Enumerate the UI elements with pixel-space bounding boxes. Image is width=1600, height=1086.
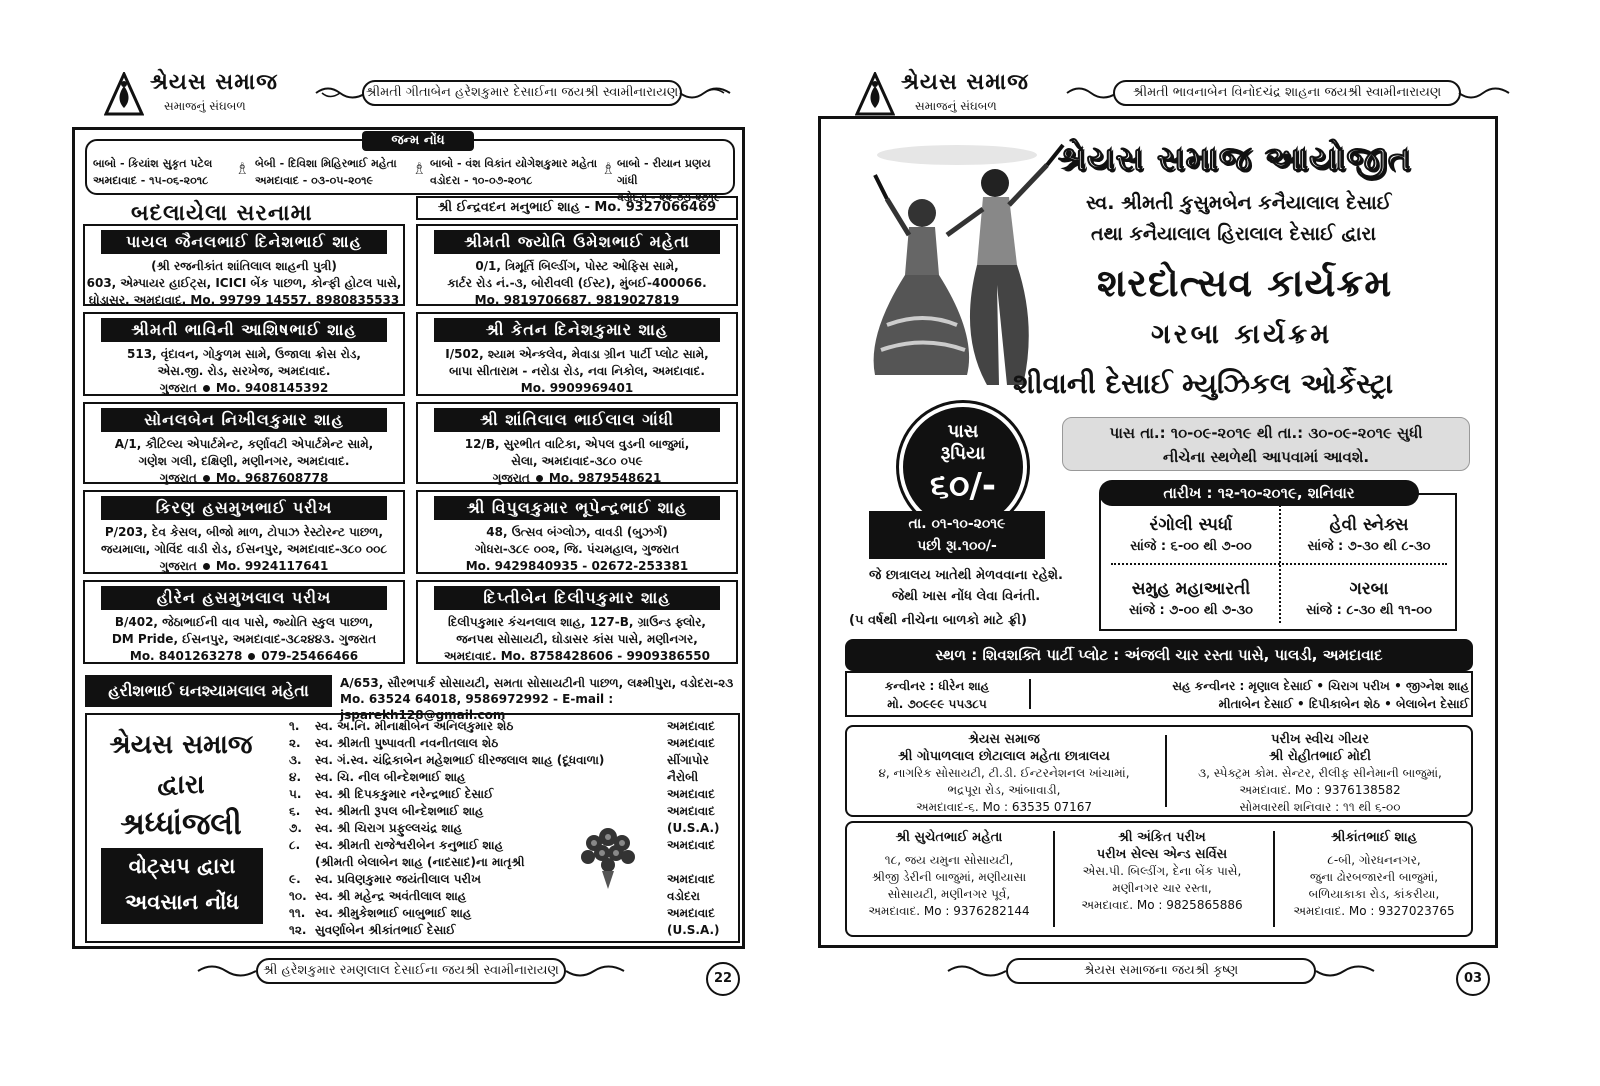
schedule-item	[1281, 577, 1457, 621]
address-name: હીરેન હસમુખલાલ પરીખ	[101, 586, 387, 610]
birth-detail: વડોદરા - ૧૦-૦૭-૨૦૧૮	[430, 174, 533, 187]
tribute-number: ૬.	[289, 804, 301, 818]
logo-title: શ્રેયસ સમાજ	[901, 70, 1029, 95]
address-phone: Mo. 9408145392	[215, 381, 329, 395]
tribute-city: અમદાવાદ	[667, 804, 715, 818]
harish-name: હરીશભાઈ ઘનશ્યામલાલ મહેતા	[85, 675, 332, 707]
footer-flourish-left-icon	[196, 962, 258, 980]
address-name: શ્રી કેતન દિનેશકુમાર શાહ	[434, 318, 720, 342]
sponsor-line: સોસાયટી, મણીનગર પૂર્વ,	[887, 887, 1011, 901]
address-line: Mo. 9819706687, 9819027819	[474, 293, 680, 307]
right-page	[810, 0, 1600, 1086]
logo-title: શ્રેયસ સમાજ	[150, 70, 278, 95]
sponsor-heading: શ્રી અંકિત પરીખ	[1118, 830, 1206, 845]
sponsor-heading: શ્રીકાંતભાઈ શાહ	[1331, 830, 1417, 845]
address-line	[418, 470, 736, 487]
late-fee-box	[869, 511, 1045, 559]
address-line: ગોધરા-૩૮૯ ૦૦૨, જિ. પંચમહાલ, ગુજરાત	[474, 542, 680, 556]
sponsor-line: સ્વ. શ્રીમતી કુસુમબેન કનૈયાલાલ દેસાઈ	[1086, 192, 1392, 214]
tribute-number: ૧૧.	[289, 906, 306, 920]
tribute-number: ૨.	[289, 736, 301, 750]
address-name: સોનલબેન નિખીલકુમાર શાહ	[101, 408, 387, 432]
pass-currency: રૂપિયા	[940, 443, 986, 464]
pass-price: ૬૦/-	[929, 466, 997, 506]
address-line: B/402, જેઠાભાઈની વાવ પાસે, જ્યોતિ સ્કુલ પાછળ,	[114, 615, 374, 629]
bullet-icon	[248, 653, 255, 660]
hostel-note-line: જે છાત્રાલય ખાતેથી મેળવવાના રહેશે.	[869, 568, 1063, 583]
tribute-heading-line: દ્વારા	[157, 770, 205, 800]
left-content-box	[72, 127, 745, 949]
tribute-number: ૧૨.	[289, 923, 307, 937]
address-line: દિલીપકુમાર કંચનલાલ શાહ, 127-B, ગ્રાઉન્ડ ફ્લોર,	[448, 615, 706, 629]
birth-name: બાબો - વંશ વિકાંત યોગેશકુમાર મહેતા	[430, 157, 598, 170]
tribute-city: અમદાવાદ	[667, 787, 715, 801]
tribute-number: ૮.	[289, 838, 301, 852]
birth-detail: અમદાવાદ - ૧૫-૦૬-૨૦૧૮	[93, 174, 209, 187]
address-state: ગુજરાત	[159, 381, 197, 395]
sponsor-line: સોમવારથી શનિવાર : ૧૧ થી ૬-૦૦	[1239, 800, 1401, 814]
changed-address-title: બદલાયેલા સરનામા	[131, 201, 313, 226]
left-logo	[104, 68, 314, 120]
tribute-number: ૧૦.	[289, 889, 307, 903]
co-conveners	[1059, 677, 1469, 713]
schedule-title: ગરબા	[1349, 579, 1389, 599]
address-line: P/203, દેવ કેસલ, બીજો માળ, ટોપાઝ રેસ્ટોરન્ટ પાછળ,	[104, 525, 384, 539]
hostel-note	[831, 565, 1101, 607]
address-card	[416, 224, 738, 306]
tribute-city: અમદાવાદ	[667, 736, 715, 750]
tribute-city: અમદાવાદ	[667, 872, 715, 886]
tribute-city: (U.S.A.)	[667, 923, 720, 937]
address-state: ગુજરાત	[159, 471, 197, 485]
address-line	[85, 558, 403, 575]
tribute-row	[289, 769, 734, 786]
sponsor-line: ૮-બી, ગોરધનનગર,	[1327, 853, 1421, 867]
address-name: શ્રી શાંતિલાલ ભાઈલાલ ગાંધી	[434, 408, 720, 432]
event-poster	[818, 116, 1498, 948]
pass-period: પાસ તા.: ૧૦-૦૯-૨૦૧૯ થી તા.: ૩૦-૦૯-૨૦૧૯ સુધી	[1109, 424, 1423, 442]
child-note: (૫ વર્ષથી નીચેના બાળકો માટે ફ્રી)	[849, 613, 1027, 628]
birth-item	[430, 155, 597, 189]
tribute-name: સ્વ. શ્રી મહેન્દ્ર અવંતીલાલ શાહ	[315, 889, 467, 903]
garba-title: ગરબા કાર્યક્રમ	[1151, 319, 1333, 350]
tribute-name: સ્વ. શ્રીમતી રાજેશ્વરીબેન કનુભાઈ શાહ	[315, 838, 504, 852]
tribute-number: ૯.	[289, 872, 301, 886]
divider	[1165, 735, 1167, 807]
address-card	[416, 490, 738, 574]
sponsor-block	[1057, 829, 1267, 914]
sponsor-line: ભદ્રપૂરા રોડ, આંબાવાડી,	[947, 783, 1061, 797]
baby-icon: ♗	[235, 159, 250, 178]
co-conveners-line: મીતાબેન દેસાઈ • દિપીકાબેન શેઠ • બેલાબેન દેસાઈ	[1218, 697, 1469, 711]
tribute-name: સુવર્ણાબેન શ્રીકાંતભાઈ દેસાઈ	[315, 923, 456, 937]
tribute-heading	[101, 725, 261, 845]
tribute-number: ૫.	[289, 787, 302, 801]
footer-flourish-left-icon	[946, 962, 1008, 980]
tribute-city: અમદાવાદ	[667, 838, 715, 852]
bullet-icon	[536, 475, 543, 482]
sponsor-line: એસ.પી. બિલ્ડીંગ, દેના બેંક પાસે,	[1082, 864, 1242, 878]
whatsapp-line: અવસાન નોંધ	[125, 890, 239, 914]
sponsor-heading: શ્રેયસ સમાજ	[968, 732, 1040, 747]
address-phone: Mo. 9687608778	[215, 471, 329, 485]
schedule-item	[1281, 513, 1457, 557]
address-card	[416, 402, 738, 484]
whatsapp-notice	[101, 848, 263, 924]
address-name: શ્રીમતી ભાવિની આશિષભાઈ શાહ	[101, 318, 387, 342]
tribute-row	[289, 888, 734, 905]
announcement: શ્રી ઈન્દ્રવદન મનુભાઈ શાહ - Mo. 9327066469	[416, 196, 738, 220]
footer-flourish-right-icon	[564, 962, 626, 980]
birth-notices	[85, 133, 735, 204]
tribute-row	[289, 803, 734, 820]
address-name: દિપ્તીબેન દિલીપકુમાર શાહ	[434, 586, 720, 610]
schedule-item	[1103, 577, 1279, 621]
bullet-icon	[203, 563, 210, 570]
late-fee-date: તા. ૦૧-૧૦-૨૦૧૯	[908, 516, 1006, 532]
address-line: અમદાવાદ. Mo. 8758428606 - 9909386550	[444, 649, 710, 663]
sponsor-block	[851, 731, 1157, 816]
address-card	[83, 312, 405, 396]
tribute-row	[289, 718, 734, 735]
sponsor-line: ૩, સ્પેક્ટ્રમ કોમ. સેન્ટર, રીલીફ સીનેમાની બાજુમાં,	[1198, 766, 1442, 780]
tribute-city: (U.S.A.)	[667, 821, 720, 835]
tribute-name: સ્વ. શ્રી દિપકકુમાર નરેન્દ્રભાઈ દેસાઈ	[315, 787, 494, 801]
whatsapp-line: વોટ્સપ દ્વારા	[128, 854, 236, 878]
tribute-name: સ્વ. શ્રીમતી પુષ્પાવતી નવનીતલાલ શેઠ	[315, 736, 499, 750]
flourish-right-icon	[1457, 84, 1511, 102]
sponsor-block	[849, 829, 1049, 920]
harish-contact-line: Mo. 63524 64018, 9586972992 - E-mail : jsparekh128@gmail.com	[340, 692, 614, 722]
address-line: 12/B, સુરભીત વાટિકા, એપલ વુડની બાજુમાં,	[464, 437, 690, 451]
address-line	[85, 380, 403, 397]
shreyas-logo-icon	[104, 72, 144, 116]
right-logo	[855, 68, 1065, 120]
left-footer: શ્રી હરેશકુમાર રમણલાલ દેસાઈના જયશ્રી સ્વામીનારાયણ	[256, 958, 566, 984]
schedule-time: સાંજે : ૮-૩૦ થી ૧૧-૦૦	[1306, 603, 1432, 618]
address-name: કિરણ હસમુખભાઈ પરીખ	[101, 496, 387, 520]
sponsors-top	[845, 725, 1473, 817]
address-card	[83, 224, 405, 306]
address-card	[83, 402, 405, 484]
tribute-row	[289, 905, 734, 922]
schedule-divider	[1111, 563, 1447, 565]
tribute-number: ૧.	[289, 719, 300, 733]
schedule-title: સમુહ મહાઆરતી	[1131, 579, 1251, 599]
tribute-row	[289, 752, 734, 769]
birth-detail: અમદાવાદ - ૦૩-૦૫-૨૦૧૯	[255, 174, 374, 187]
schedule-time: સાંજે : ૬-૦૦ થી ૭-૦૦	[1130, 539, 1252, 554]
orchestra-name: શીવાની દેસાઈ મ્યુઝિકલ ઓર્કેસ્ટ્રા	[1013, 367, 1394, 400]
conveners-box	[845, 671, 1473, 717]
left-header	[104, 68, 744, 120]
tribute-section	[85, 713, 740, 943]
event-title: શરદોત્સવ કાર્યક્રમ	[1097, 261, 1393, 305]
address-line: બાપા સીતારામ - નરોડા રોડ, નવા નિકોલ, અમદાવાદ.	[449, 364, 705, 378]
right-header	[855, 68, 1535, 120]
birth-name: બાબો - રીયાન પ્રણય ગાંધી	[617, 157, 711, 187]
birth-detail: વડોદરા - ૨૨-૦૩-૨૦૧૯	[617, 191, 721, 204]
sponsor-line: અમદાવાદ. Mo : 9327023765	[1293, 904, 1455, 918]
sponsor-line: અમદાવાદ-૬. Mo : 63535 07167	[915, 800, 1093, 814]
page-number: 22	[706, 962, 740, 996]
tribute-heading-line: શ્રેયસ સમાજ	[109, 730, 253, 760]
tribute-name: સ્વ. ચિ. નીલ બીન્દેશભાઈ શાહ	[315, 770, 466, 784]
address-phone: Mo. 9879548621	[548, 471, 662, 485]
tribute-row	[289, 922, 734, 939]
tribute-city: નૈરોબી	[667, 770, 699, 784]
address-card	[416, 580, 738, 664]
tribute-name: સ્વ. શ્રીમતી રૂપલ બીન્દેશભાઈ શાહ	[315, 804, 484, 818]
sponsor-line: શ્રીજી ડેરીની બાજુમાં, મણીયાસા	[871, 870, 1027, 884]
address-line: સેલા, અમદાવાદ-૩૮૦ ૦૫૯	[511, 454, 643, 468]
harish-address-line: A/653, સૌરભપાર્ક સોસાયટી, સમતા સોસાયટીની પાછળ, લક્ષ્મીપુરા, વડોદરા-૨૩	[340, 676, 734, 690]
pass-label: પાસ	[947, 421, 979, 442]
birth-name: બાબો - કિયાંશ સુકૃત પટેલ	[93, 157, 213, 170]
late-fee-price: પછી રૂા.૧૦૦/-	[917, 538, 997, 554]
divider	[1053, 831, 1055, 927]
tribute-city: વડોદરા	[667, 889, 700, 903]
address-line: 513, વૃંદાવન, ગોકુળમ સામે, ઉજાલા ક્રોસ રોડ,	[127, 347, 361, 361]
footer-flourish-right-icon	[1314, 962, 1376, 980]
hostel-note-line: જેથી ખાસ નોંધ લેવા વિનંતી.	[891, 589, 1041, 604]
tribute-name: સ્વ. પ્રવિણકુમાર જયંતીલાલ પરીખ	[315, 872, 481, 886]
address-line: 603, એમ્પાયર હાઈટ્સ, ICICI બેંક પાછળ, કોન્ફી હોટલ પાસે,	[86, 276, 402, 290]
schedule-time: સાંજે : ૭-૦૦ થી ૭-૩૦	[1128, 603, 1253, 618]
tribute-row	[289, 786, 734, 803]
address-phone: Mo. 8401263278	[129, 649, 243, 663]
tribute-list	[289, 718, 734, 939]
schedule-title: રંગોલી સ્પર્ધા	[1149, 515, 1233, 535]
tribute-name: સ્વ. અ.નિ. મીનાક્ષીબેન અનિલકુમાર શેઠ	[315, 719, 514, 733]
birth-name: બેબી - દિવિશા મિહિરભાઈ મહેતા	[255, 157, 397, 170]
address-card	[83, 490, 405, 574]
sponsor-line: અમદાવાદ. Mo : 9376282144	[868, 904, 1030, 918]
birth-item	[255, 155, 397, 189]
address-phone: Mo. 9924117641	[215, 559, 329, 573]
address-line	[85, 648, 403, 665]
divider	[1273, 831, 1275, 927]
address-name: શ્રી વિપુલકુમાર ભૂપેન્દ્રભાઈ શાહ	[434, 496, 720, 520]
tribute-name: સ્વ. શ્રીમુકેશભાઈ બાબુભાઈ શાહ	[315, 906, 472, 920]
address-line: A/1, કૌટિલ્ય એપાર્ટમેન્ટ, કર્ણાવટી એપાર્ટમેન્ટ સામે,	[114, 437, 374, 451]
left-page	[0, 0, 790, 1086]
header-banner: શ્રીમતી ગીતાબેન હરેશકુમાર દેસાઈના જયશ્રી સ્વામીનારાયણ	[362, 80, 682, 106]
address-card	[83, 580, 405, 664]
bullet-icon	[203, 475, 210, 482]
tribute-city: અમદાવાદ	[667, 719, 715, 733]
schedule-title: હેવી સ્નેક્સ	[1329, 515, 1409, 535]
tribute-number: ૪.	[289, 770, 301, 784]
sponsor-line: બળિયાકાકા રોડ, કાંકરીયા,	[1308, 887, 1440, 901]
address-line: ગણેશ ગલી, દક્ષિણી, મણીનગર, અમદાવાદ.	[138, 454, 350, 468]
tribute-city: અમદાવાદ	[667, 906, 715, 920]
address-line: કાર્ટર રોડ નં.-૩, બોરીવલી (ઈસ્ટ), મુંબઈ-400066.	[447, 276, 707, 290]
sponsor-name: શ્રી ગોપાળલાલ છોટાલાલ મહેતા છાત્રાલય	[898, 749, 1110, 764]
sponsor-block	[1171, 731, 1469, 816]
sponsors-bottom	[845, 821, 1473, 937]
address-line: 0/1, ત્રિમૂર્તિ બિલ્ડીંગ, પોસ્ટ ઓફિસ સામે,	[475, 259, 679, 273]
sponsor-block	[1277, 829, 1471, 920]
flower-bouquet-icon	[574, 827, 642, 891]
sponsor-line: ૧૮, જય યમુના સોસાયટી,	[884, 853, 1014, 867]
address-line: Mo. 9909969401	[520, 381, 634, 395]
schedule-box	[1099, 493, 1457, 631]
convener-name: કન્વીનર : ધીરેન શાહ	[884, 679, 990, 693]
logo-subtitle: સમાજનું સંઘબળ	[915, 99, 997, 113]
tribute-row	[289, 871, 734, 888]
tribute-row	[289, 837, 734, 854]
divider	[1029, 679, 1031, 709]
address-line: (શ્રી રજનીકાંત શાંતિલાલ શાહની પુત્રી)	[151, 259, 337, 273]
sponsor-line: ૪, નાગરિક સોસાયટી, ટી.ડી. ઈન્ટરનેશનલ ખાંચામાં,	[878, 766, 1130, 780]
tribute-name: (શ્રીમતી બેલાબેન શાહ (નાદસાદ)ના માતૃશ્રી	[315, 855, 525, 869]
tribute-name: સ્વ. ગં.સ્વ. ચંદ્રિકાબેન મહેશભાઈ ધીરજલાલ શાહ (દૂધવાળા)	[315, 753, 605, 767]
sponsor-line: અમદાવાદ. Mo : 9376138582	[1239, 783, 1401, 797]
address-line: 48, ઉત્સવ બંગ્લોઝ, વાવડી (બુઝર્ગ)	[486, 525, 668, 539]
address-line: DM Pride, ઈસનપુર, અમદાવાદ-૩૮૨૪૪૩. ગુજરાત	[111, 632, 377, 646]
birth-item	[93, 155, 212, 189]
tribute-number: ૩.	[289, 753, 302, 767]
address-state: ગુજરાત	[492, 471, 530, 485]
address-line: જયમાલા, ગોવિંદ વાડી રોડ, ઈસનપુર, અમદાવાદ-૩૮૦ ૦૦૮	[101, 542, 387, 556]
pass-period-box	[1062, 417, 1470, 471]
address-card	[416, 312, 738, 396]
event-date: તારીખ : ૧૨-૧૦-૨૦૧૯, શનિવાર	[1099, 480, 1419, 506]
convener	[857, 677, 1017, 713]
baby-icon: ♗	[601, 159, 616, 178]
sponsor-heading: શ્રી સુચેતભાઈ મહેતા	[895, 830, 1003, 845]
sponsor-line: જુના ઢોરબજારની બાજુમાં,	[1309, 870, 1439, 884]
tribute-row	[289, 735, 734, 752]
flourish-left-icon	[314, 84, 368, 102]
sponsor-heading: પરીખ સ્વીચ ગીયર	[1271, 732, 1369, 747]
sponsor-name: શ્રી રોહીતભાઈ મોદી	[1269, 749, 1371, 764]
pass-place: નીચેના સ્થળેથી આપવામાં આવશે.	[1162, 448, 1370, 466]
flourish-right-icon	[678, 84, 732, 102]
venue-bar: સ્થળ : શિવશક્તિ પાર્ટી પ્લોટ : અંજલી ચાર રસ્તા પાસે, પાલડી, અમદાવાદ	[845, 639, 1473, 671]
flourish-left-icon	[1065, 84, 1119, 102]
right-footer: શ્રેયસ સમાજના જયશ્રી કૃષ્ણ	[1006, 958, 1316, 984]
baby-icon: ♗	[412, 159, 427, 178]
address-line: Mo. 9429840935 - 02672-253381	[465, 559, 689, 573]
sponsor-line: અમદાવાદ. Mo : 9825865886	[1081, 898, 1243, 912]
sponsor-name: પરીખ સેલ્સ એન્ડ સર્વિસ	[1096, 847, 1228, 862]
address-phone: 079-25466466	[261, 649, 359, 663]
header-banner: શ્રીમતી ભાવનાબેન વિનોદચંદ્ર શાહના જયશ્રી સ્વામીનારાયણ	[1113, 80, 1461, 106]
tribute-row	[289, 854, 734, 871]
address-line: I/502, શ્યામ એન્કલેવ, મેવાડા ગ્રીન પાર્ટી પ્લોટ સામે,	[445, 347, 709, 361]
address-line	[85, 470, 403, 487]
garba-dancers-icon	[827, 135, 1077, 405]
tribute-heading-line: શ્રધ્ધાંજલી	[120, 807, 242, 842]
organizer-title: શ્રેયસ સમાજ આયોજીત	[1058, 139, 1412, 179]
harish-row	[85, 675, 740, 722]
address-line: ઘોડાસર, અમદાવાદ. Mo. 99799 14557, 8980835533	[88, 293, 400, 307]
address-name: પાયલ જૈનલભાઈ દિનેશભાઈ શાહ	[101, 230, 387, 254]
address-line: જનપથ સોસાયટી, ઘોડાસર કાંસ પાસે, મણીનગર,	[456, 632, 698, 646]
schedule-time: સાંજે : ૭-૩૦ થી ૮-૩૦	[1307, 539, 1431, 554]
bullet-icon	[203, 385, 210, 392]
tribute-name: સ્વ. શ્રી ચિરાગ પ્રફુલ્લચંદ્ર શાહ	[315, 821, 463, 835]
tribute-row	[289, 820, 734, 837]
page-number: 03	[1456, 962, 1490, 996]
birth-title: જન્મ નોંધ	[362, 131, 474, 151]
co-conveners-line: સહ કન્વીનર : મૃણાલ દેસાઈ • ચિરાગ પરીખ • જીગ્નેશ શાહ	[1172, 679, 1469, 693]
logo-subtitle: સમાજનું સંઘબળ	[164, 99, 246, 113]
sponsor-line: મણીનગર ચાર રસ્તા,	[1112, 881, 1212, 895]
sponsor-line: તથા કનૈયાલાલ હિરાલાલ દેસાઈ દ્વારા	[1091, 223, 1377, 245]
tribute-city: સીંગાપોર	[667, 753, 709, 767]
tribute-number: ૭.	[289, 821, 302, 835]
convener-phone: મો. ૭૦૯૯૯ ૫૫૩૮૫	[887, 697, 987, 711]
schedule-item	[1103, 513, 1279, 557]
shreyas-logo-icon	[855, 72, 895, 116]
address-state: ગુજરાત	[159, 559, 197, 573]
address-name: શ્રીમતી જ્યોતિ ઉમેશભાઈ મહેતા	[434, 230, 720, 254]
address-line: એસ.જી. રોડ, સરખેજ, અમદાવાદ.	[157, 364, 331, 378]
